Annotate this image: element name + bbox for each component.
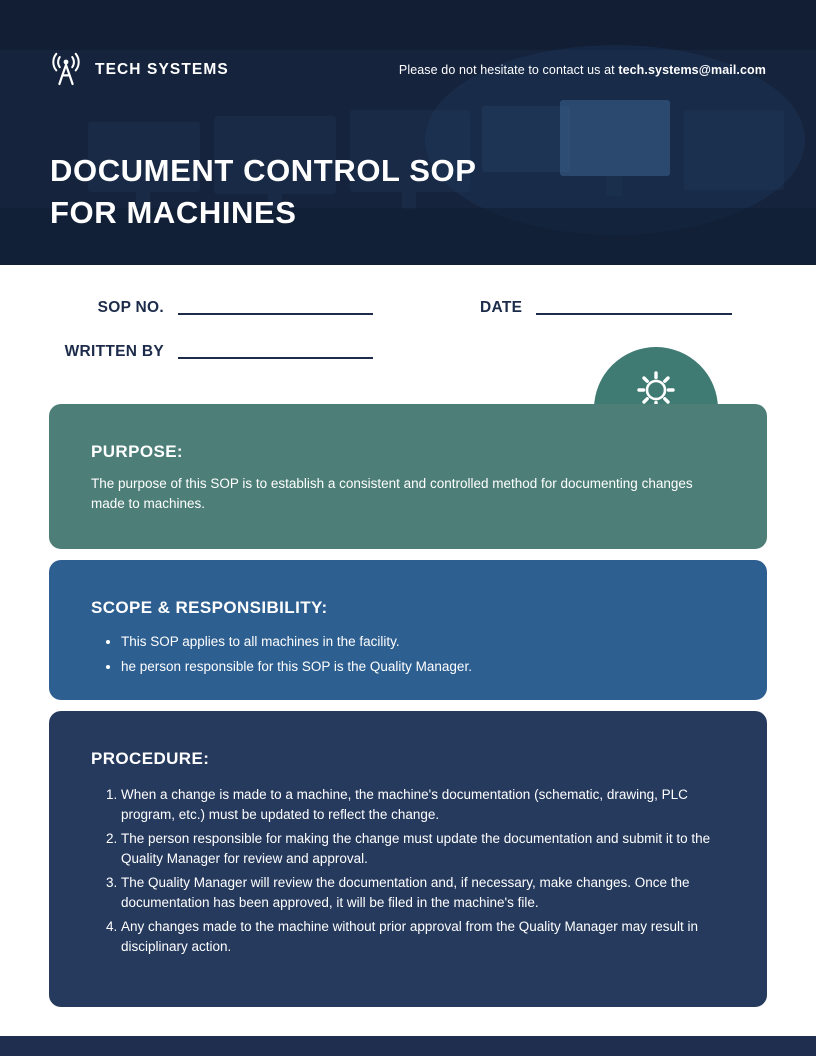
document-title bbox=[50, 150, 477, 234]
list-item: 3. The Quality Manager will review the documentation and, if necessary, make changes. Once the documentation has been approved, it will be filed in the machine's file. bbox=[121, 873, 721, 912]
written-by-label: WRITTEN BY bbox=[64, 343, 164, 360]
sop-number-label: SOP NO. bbox=[97, 299, 164, 316]
document-title-line1: DOCUMENT CONTROL SOP bbox=[50, 153, 477, 188]
procedure-step-list bbox=[91, 785, 721, 957]
antenna-broadcast-icon bbox=[46, 50, 86, 90]
brand-name: TECH SYSTEMS bbox=[95, 61, 229, 78]
date-field bbox=[480, 297, 732, 318]
procedure-heading: PROCEDURE: bbox=[91, 749, 210, 768]
list-item: • he person responsible for this SOP is the Quality Manager. bbox=[121, 657, 721, 677]
purpose-section bbox=[49, 404, 767, 549]
date-blank-line bbox=[536, 297, 732, 315]
written-by-blank-line bbox=[178, 341, 373, 359]
brand-lockup bbox=[46, 50, 229, 90]
hero-header bbox=[0, 0, 816, 265]
sop-number-field bbox=[48, 297, 373, 318]
list-item: • This SOP applies to all machines in the facility. bbox=[121, 632, 721, 652]
date-label: DATE bbox=[480, 299, 523, 316]
contact-email[interactable]: tech.systems@mail.com bbox=[618, 63, 766, 77]
procedure-section bbox=[49, 711, 767, 1007]
list-item: 2. The person responsible for making the change must update the documentation and submit it to the Quality Manager for review and approval. bbox=[121, 829, 721, 868]
sop-number-blank-line bbox=[178, 297, 373, 315]
contact-line bbox=[399, 63, 766, 77]
purpose-body: The purpose of this SOP is to establish a consistent and controlled method for documenting changes made to machines. bbox=[91, 476, 693, 511]
contact-text: Please do not hesitate to contact us at bbox=[398, 63, 619, 77]
written-by-field bbox=[48, 341, 373, 362]
list-item: 4. Any changes made to the machine without prior approval from the Quality Manager may result in disciplinary action. bbox=[121, 917, 721, 956]
footer-bar bbox=[0, 1036, 816, 1056]
scope-bullet-list bbox=[91, 632, 721, 676]
purpose-heading: PURPOSE: bbox=[91, 442, 183, 461]
scope-section bbox=[49, 560, 767, 700]
list-item: 1. When a change is made to a machine, the machine's documentation (schematic, drawing, PLC program, etc.) must be updated to reflect the change. bbox=[121, 785, 721, 824]
scope-heading: SCOPE & RESPONSIBILITY: bbox=[91, 598, 328, 617]
document-title-line2: FOR MACHINES bbox=[50, 195, 297, 230]
